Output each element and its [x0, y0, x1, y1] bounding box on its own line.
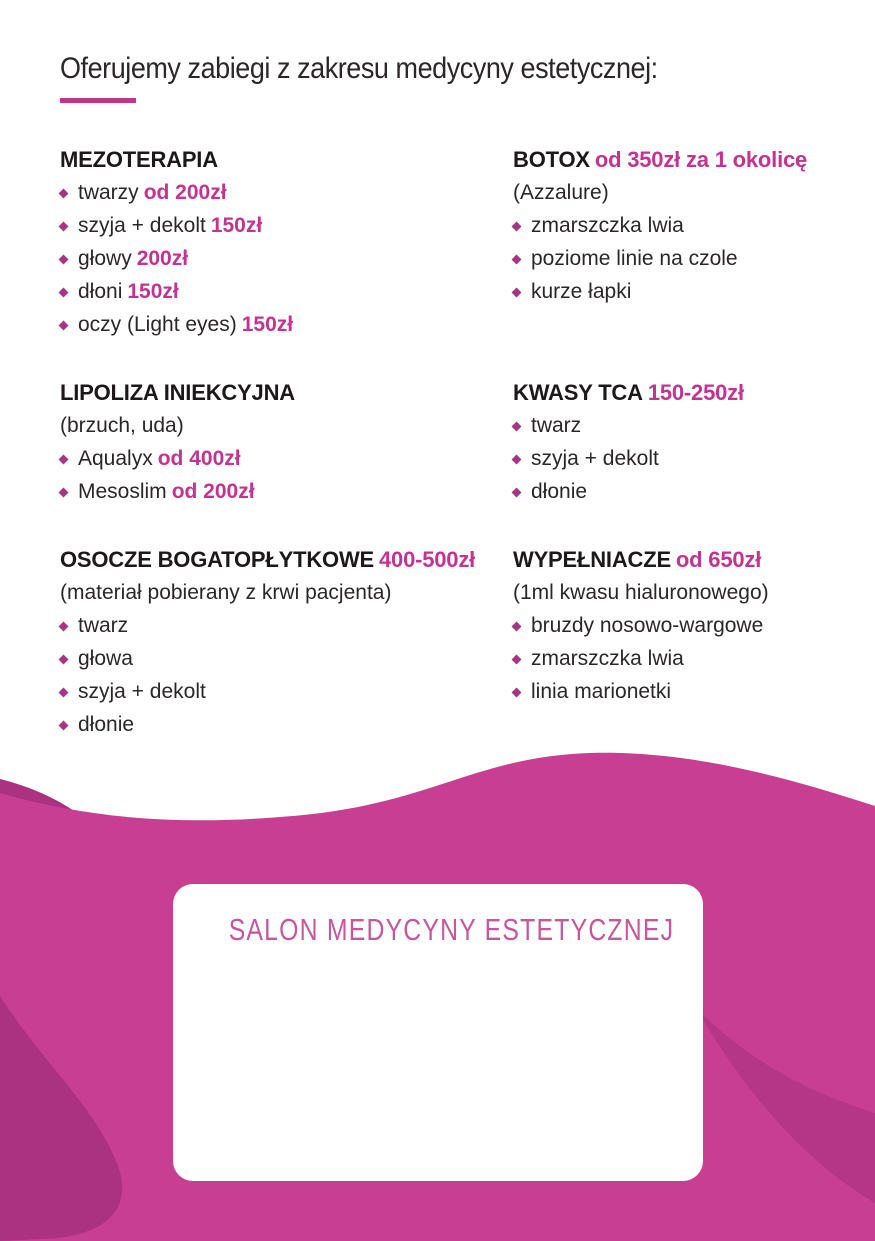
item-price: 150zł [127, 280, 179, 303]
item-text: zmarszczka lwia [531, 214, 684, 237]
diamond-bullet-icon [59, 488, 69, 498]
section-title-price: od 350zł za 1 okolicę [594, 147, 808, 172]
heading-underline [60, 98, 136, 103]
item-text: oczy (Light eyes) [78, 313, 237, 336]
list-item [513, 409, 815, 442]
item-text: szyja + dekolt [78, 214, 206, 237]
section-title-text: KWASY TCA [513, 380, 643, 405]
diamond-bullet-icon [59, 288, 69, 298]
section-title [513, 543, 815, 576]
list-item [60, 675, 513, 708]
list-item [513, 475, 815, 508]
list-item [60, 275, 513, 308]
list-item [60, 708, 513, 741]
section-wypelniacze [513, 543, 815, 708]
item-text: twarz [78, 614, 129, 637]
salon-card-title: SALON MEDYCYNY ESTETYCZNEJ [228, 912, 675, 947]
list-item [513, 242, 815, 275]
item-text: Mesoslim [78, 480, 167, 503]
section-subtitle: (Azzalure) [513, 181, 609, 204]
list-item [513, 275, 815, 308]
item-text: szyja + dekolt [78, 680, 206, 703]
section-subtitle: (materiał pobierany z krwi pacjenta) [60, 581, 392, 604]
section-title-text: WYPEŁNIACZE [513, 547, 671, 572]
list-item [513, 609, 815, 642]
item-price: od 200zł [171, 480, 255, 503]
item-price: od 200zł [143, 181, 227, 204]
section-title [513, 376, 815, 409]
diamond-bullet-icon [512, 422, 522, 432]
section-title [513, 143, 815, 176]
item-text: głowa [78, 647, 133, 670]
item-text: linia marionetki [531, 680, 672, 703]
item-text: poziome linie na czole [531, 247, 738, 270]
item-text: głowy [78, 247, 132, 270]
section-title-price: 150-250zł [647, 380, 744, 405]
section-botox [513, 143, 815, 308]
section-subtitle: (1ml kwasu hialuronowego) [513, 581, 769, 604]
diamond-bullet-icon [59, 222, 69, 232]
diamond-bullet-icon [512, 488, 522, 498]
list-item [60, 308, 513, 341]
item-text: dłonie [78, 713, 135, 736]
item-price: od 400zł [157, 447, 241, 470]
section-lipoliza [60, 376, 513, 508]
item-text: bruzdy nosowo-wargowe [531, 614, 764, 637]
list-item [513, 209, 815, 242]
price-list [60, 143, 815, 741]
list-item [513, 642, 815, 675]
item-price: 200zł [136, 247, 189, 270]
diamond-bullet-icon [59, 189, 69, 199]
section-mezoterapia [60, 143, 513, 341]
section-title [60, 143, 513, 176]
section-osocze [60, 543, 513, 741]
section-title-price: od 650zł [675, 547, 762, 572]
section-title-text: OSOCZE BOGATOPŁYTKOWE [60, 547, 374, 572]
section-title-price: 400-500zł [379, 547, 476, 572]
diamond-bullet-icon [512, 222, 522, 232]
diamond-bullet-icon [59, 321, 69, 331]
diamond-bullet-icon [59, 622, 69, 632]
list-item [60, 609, 513, 642]
section-subtitle: (brzuch, uda) [60, 414, 184, 437]
diamond-bullet-icon [512, 255, 522, 265]
diamond-bullet-icon [59, 455, 69, 465]
item-text: twarzy [78, 181, 139, 204]
item-price: 150zł [241, 313, 294, 336]
list-item [60, 475, 513, 508]
item-text: dłonie [531, 480, 588, 503]
diamond-bullet-icon [59, 255, 69, 265]
item-text: zmarszczka lwia [531, 647, 684, 670]
diamond-bullet-icon [59, 655, 69, 665]
section-title-text: BOTOX [513, 147, 590, 172]
list-item [60, 442, 513, 475]
diamond-bullet-icon [59, 688, 69, 698]
header [0, 0, 875, 103]
list-item [60, 176, 513, 209]
list-item [60, 209, 513, 242]
section-title-text: MEZOTERAPIA [60, 147, 218, 172]
list-item [60, 642, 513, 675]
item-text: twarz [531, 414, 582, 437]
section-title [60, 543, 513, 576]
section-title-text: LIPOLIZA INIEKCYJNA [60, 380, 295, 405]
diamond-bullet-icon [512, 455, 522, 465]
item-text: Aqualyx [78, 447, 153, 470]
list-item [60, 242, 513, 275]
item-price: 150zł [210, 214, 263, 237]
diamond-bullet-icon [512, 288, 522, 298]
page-title: Oferujemy zabiegi z zakresu medycyny estetycznej: [60, 52, 658, 85]
diamond-bullet-icon [512, 622, 522, 632]
salon-card [173, 884, 703, 1181]
item-text: szyja + dekolt [531, 447, 659, 470]
diamond-bullet-icon [512, 655, 522, 665]
list-item [513, 675, 815, 708]
diamond-bullet-icon [59, 721, 69, 731]
section-title [60, 376, 513, 409]
item-text: dłoni [78, 280, 123, 303]
diamond-bullet-icon [512, 688, 522, 698]
section-kwasy-tca [513, 376, 815, 508]
list-item [513, 442, 815, 475]
item-text: kurze łapki [531, 280, 632, 303]
